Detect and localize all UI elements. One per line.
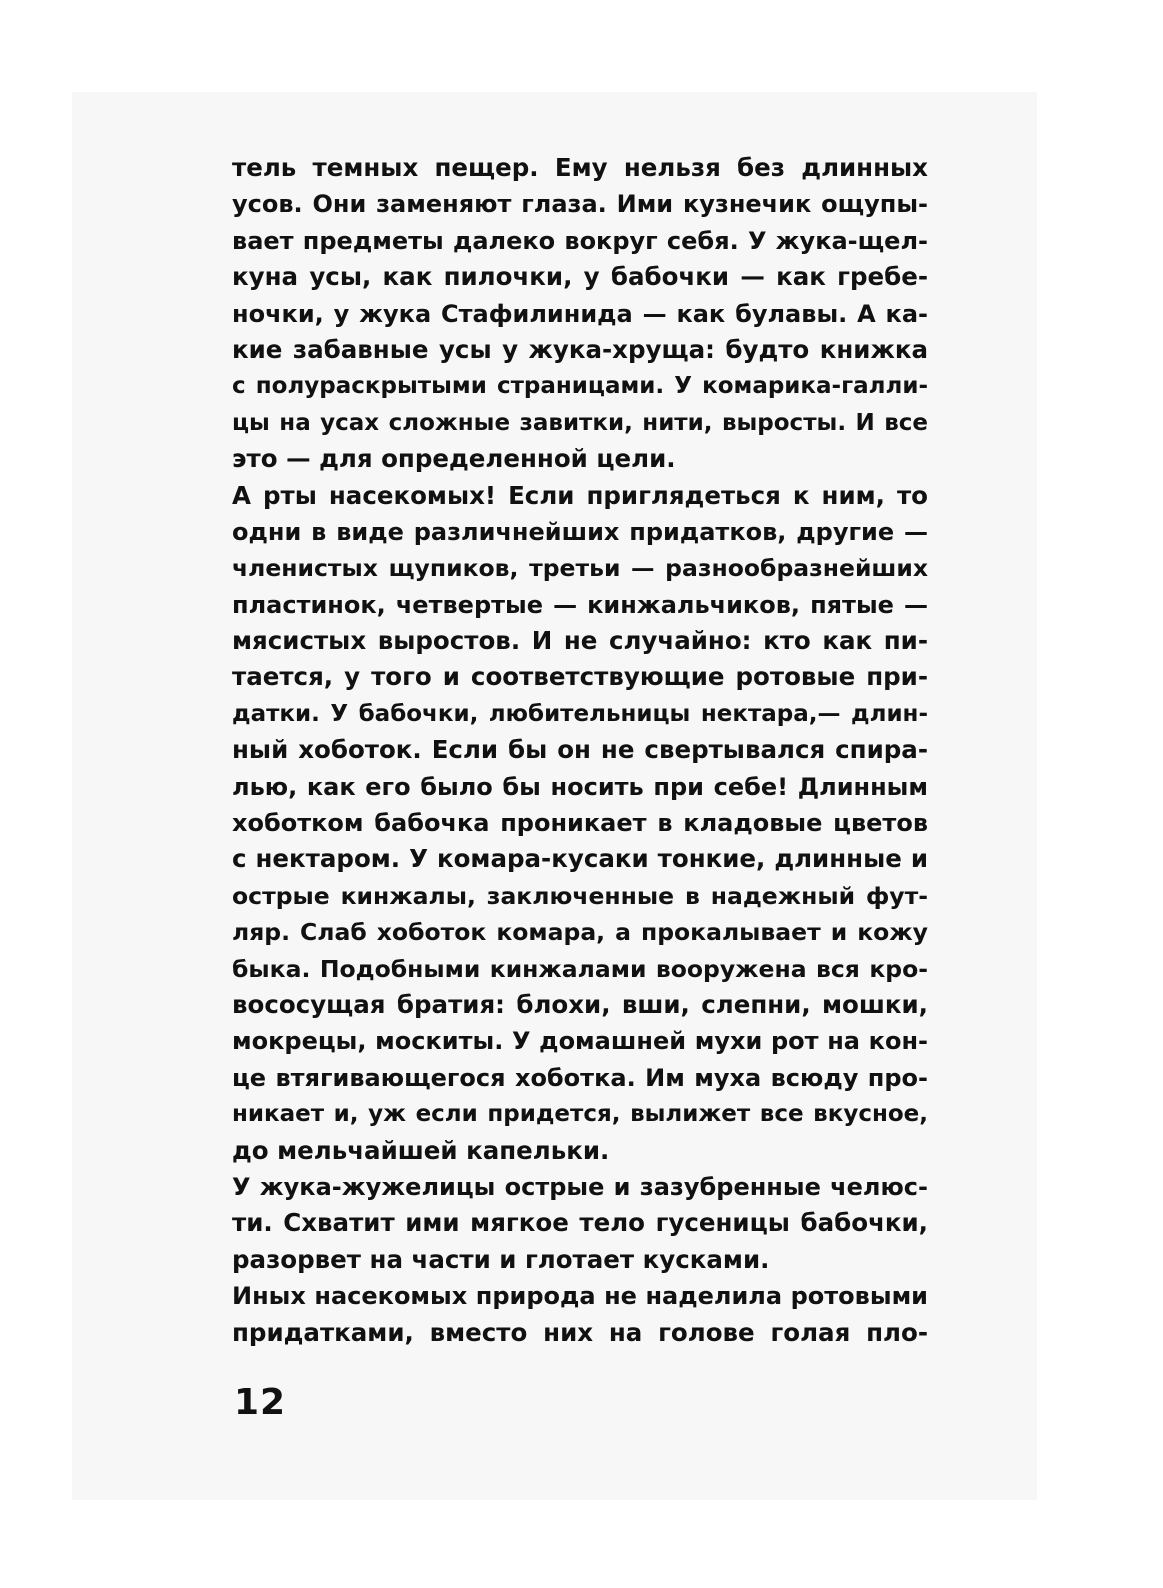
text-line: тель темных пещер. Ему нельзя без длинных (232, 153, 928, 182)
text-line: это — для определенной цели. (232, 444, 676, 474)
body-text (232, 150, 928, 1351)
text-line: кие забавные усы у жука-хруща: будто книжка (232, 334, 928, 364)
text-line: ляр. Слаб хоботок комара, а прокалывает и кожу (232, 918, 928, 947)
text-line: мясистых выростов. И не случайно: кто как пи- (232, 626, 928, 656)
text-line: ти. Схватит ими мягкое тело гусеницы бабочки, (232, 1208, 928, 1238)
text-line: никает и, уж если придется, вылижет все вкусное, (232, 1101, 928, 1128)
text-line: ночки, у жука Стафилинида — как булавы. А ка- (232, 299, 928, 328)
page-number: 12 (234, 1382, 287, 1423)
text-line: А рты насекомых! Если приглядеться к ним, то (232, 480, 928, 510)
text-line: мокрецы, москиты. У домашней мухи рот на кон- (232, 1027, 928, 1056)
text-line: придатками, вместо них на голове голая пло- (232, 1317, 928, 1347)
text-line: хоботком бабочка проникает в кладовые цветов (232, 809, 928, 838)
text-line: разорвет на части и глотает кусками. (232, 1244, 770, 1274)
text-line: куна усы, как пилочки, у бабочки — как гребе- (232, 262, 928, 292)
text-line: одни в виде различнейших придатков, другие — (232, 517, 928, 546)
text-line: ный хоботок. Если бы он не свертывался спира- (232, 735, 928, 765)
text-line: усов. Они заменяют глаза. Ими кузнечик ощупы- (232, 190, 928, 219)
text-line: цы на усах сложные завитки, нити, выросты. И все (232, 409, 928, 436)
text-line: У жука-жужелицы острые и зазубренные челюс- (232, 1172, 928, 1201)
text-line: датки. У бабочки, любительницы нектара,— длин- (232, 700, 928, 727)
text-line: до мельчайшей капельки. (232, 1135, 610, 1165)
text-line: острые кинжалы, заключенные в надежный фут- (232, 881, 928, 910)
text-line: пластинок, четвертые — кинжальчиков, пятые — (232, 590, 928, 619)
text-line: членистых щупиков, третьи — разнообразнейших (232, 554, 928, 583)
text-line: Иных насекомых природа не наделила ротовыми (232, 1282, 928, 1311)
text-line: тается, у того и соответствующие ротовые при- (232, 662, 928, 692)
text-line: с нектаром. У комара-кусаки тонкие, длинные и (232, 844, 928, 874)
text-line: це втягивающегося хоботка. Им муха всюду про- (232, 1063, 928, 1092)
text-line: с полураскрытыми страницами. У комарика-галли- (232, 373, 928, 400)
text-line: вососущая братия: блохи, вши, слепни, мошки, (232, 989, 928, 1019)
text-line: лью, как его было бы носить при себе! Длинным (232, 772, 928, 801)
text-line: быка. Подобными кинжалами вооружена вся кро- (232, 954, 928, 983)
text-line: вает предметы далеко вокруг себя. У жука-щел- (232, 226, 928, 255)
